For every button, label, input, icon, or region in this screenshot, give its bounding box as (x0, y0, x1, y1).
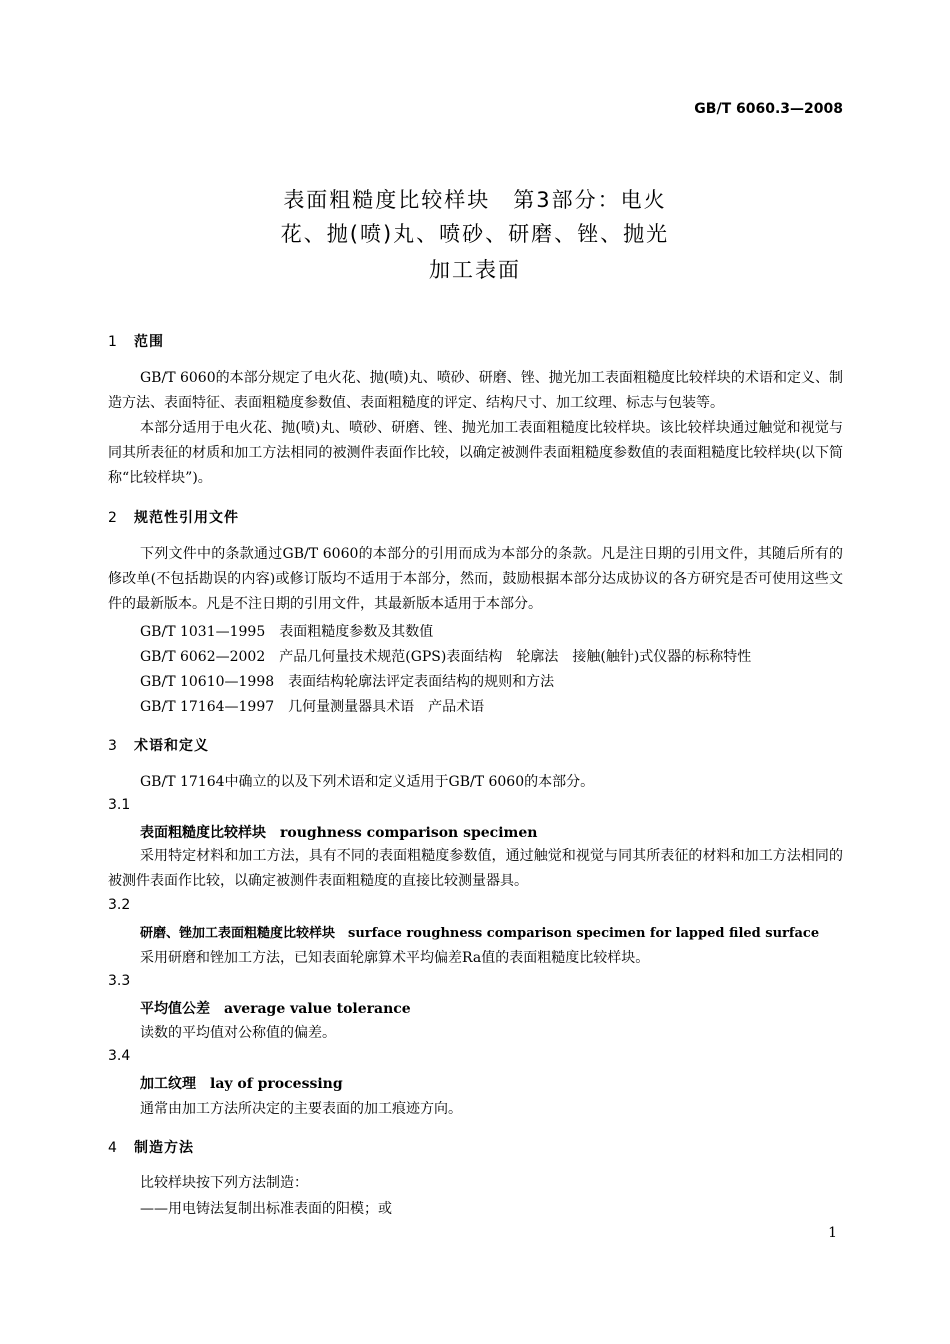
reference-item: GB/T 1031—1995 表面粗糙度参数及其数值 (140, 624, 434, 640)
paragraph: 下列文件中的条款通过GB/T 6060的本部分的引用而成为本部分的条款。凡是注日期的引用文件，其随后所有的修改单(不包括勘误的内容)或修订版均不适用于本部分，然而，鼓励根据本部分达成协议的各方研究是否可使用这些文件的最新版本。凡是不注日期的引用文件，其最新版本适用于本部分。 (108, 546, 843, 612)
term-number: 3.3 (108, 973, 131, 989)
term-number: 3.1 (108, 797, 131, 813)
section-number: 2 (108, 510, 118, 526)
paragraph: 本部分适用于电火花、抛(喷)丸、喷砂、研磨、锉、抛光加工表面粗糙度比较样块。该比较样块通过触觉和视觉与同其所表征的材质和加工方法相同的被测件表面作比较，以确定被测件表面粗糙度参数值的表面粗糙度比较样块(以下简称“比较样块”)。 (108, 420, 843, 486)
section-title: 规范性引用文件 (134, 510, 239, 526)
section-number: 1 (108, 334, 118, 350)
doc-title-line1: 表面粗糙度比较样块 第3部分：电火 (283, 188, 667, 212)
reference-item: GB/T 6062—2002 产品几何量技术规范(GPS)表面结构 轮廓法 接触(触针)式仪器的标称特性 (140, 649, 752, 665)
list-item: ——用电铸法复制出标准表面的阳模；或 (140, 1201, 392, 1217)
term-chinese: 加工纹理 (140, 1076, 196, 1092)
section-3-heading (108, 735, 209, 755)
term-definition: 采用研磨和锉加工方法，已知表面轮廓算术平均偏差Ra值的表面粗糙度比较样块。 (140, 950, 650, 966)
term-number: 3.2 (108, 897, 131, 913)
section-title: 术语和定义 (134, 738, 209, 754)
term-english: surface roughness comparison specimen for lapped filed surface (348, 926, 820, 941)
term-title (140, 1073, 343, 1093)
term-title (140, 922, 819, 941)
term-definition: 读数的平均值对公称值的偏差。 (140, 1025, 336, 1041)
reference-item: GB/T 17164—1997 几何量测量器具术语 产品术语 (140, 699, 485, 715)
term-title (140, 822, 537, 842)
term-title (140, 998, 411, 1018)
section-title: 制造方法 (134, 1140, 194, 1156)
term-chinese: 平均值公差 (140, 1001, 210, 1017)
section-4-heading (108, 1137, 194, 1157)
page-number: 1 (828, 1225, 837, 1241)
paragraph: 比较样块按下列方法制造： (140, 1175, 308, 1191)
term-english: roughness comparison specimen (280, 825, 538, 841)
term-english: average value tolerance (224, 1001, 411, 1017)
term-chinese: 表面粗糙度比较样块 (140, 825, 266, 841)
section-title: 范围 (134, 334, 164, 350)
doc-title-line2: 花、抛(喷)丸、喷砂、研磨、锉、抛光 (280, 222, 670, 246)
section-number: 4 (108, 1140, 118, 1156)
reference-item: GB/T 10610—1998 表面结构轮廓法评定表面结构的规则和方法 (140, 674, 555, 690)
doc-title-line3: 加工表面 (429, 258, 521, 282)
term-definition: 采用特定材料和加工方法，具有不同的表面粗糙度参数值，通过触觉和视觉与同其所表征的材料和加工方法相同的被测件表面作比较，以确定被测件表面粗糙度的直接比较测量器具。 (108, 848, 843, 889)
term-english: lay of processing (210, 1076, 343, 1092)
section-number: 3 (108, 738, 118, 754)
paragraph: GB/T 17164中确立的以及下列术语和定义适用于GB/T 6060的本部分。 (140, 774, 595, 790)
paragraph: GB/T 6060的本部分规定了电火花、抛(喷)丸、喷砂、研磨、锉、抛光加工表面粗糙度比较样块的术语和定义、制造方法、表面特征、表面粗糙度参数值、表面粗糙度的评定、结构尺寸、加工纹理、标志与包装等。 (108, 370, 843, 411)
standard-number: GB/T 6060.3—2008 (694, 101, 843, 117)
term-number: 3.4 (108, 1048, 131, 1064)
term-definition: 通常由加工方法所决定的主要表面的加工痕迹方向。 (140, 1101, 462, 1117)
term-chinese: 研磨、锉加工表面粗糙度比较样块 (140, 926, 336, 941)
section-1-heading (108, 331, 164, 351)
section-2-heading (108, 507, 239, 527)
